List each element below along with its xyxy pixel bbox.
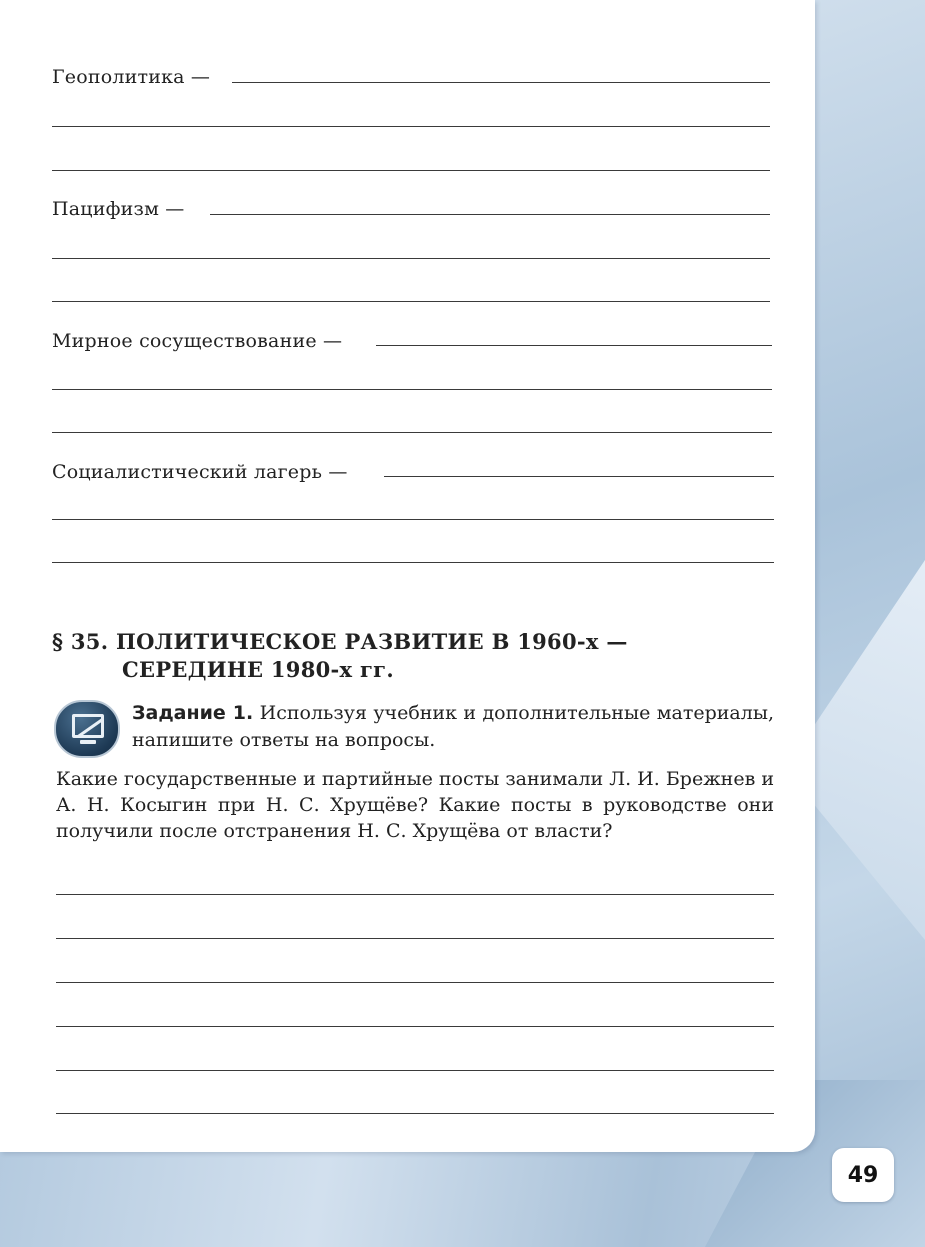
answer-line[interactable] xyxy=(56,1026,774,1027)
answer-line[interactable] xyxy=(52,432,772,433)
term-peaceful-coexistence: Мирное сосуществование — xyxy=(52,330,343,352)
answer-line[interactable] xyxy=(56,1070,774,1071)
section-heading xyxy=(52,628,628,684)
answer-line[interactable] xyxy=(52,258,770,259)
task-number: Задание 1. xyxy=(132,702,254,724)
answer-line[interactable] xyxy=(52,170,770,171)
term-geopolitics: Геополитика — xyxy=(52,66,211,88)
monitor-screen xyxy=(72,714,104,738)
answer-line[interactable] xyxy=(52,562,774,563)
answer-line[interactable] xyxy=(56,894,774,895)
answer-line[interactable] xyxy=(52,126,770,127)
answer-line[interactable] xyxy=(56,938,774,939)
answer-line[interactable] xyxy=(376,345,772,346)
answer-line[interactable] xyxy=(52,301,770,302)
section-heading-line1: § 35. ПОЛИТИЧЕСКОЕ РАЗВИТИЕ В 1960-х — xyxy=(52,629,628,654)
answer-line[interactable] xyxy=(232,82,770,83)
answer-line[interactable] xyxy=(52,519,774,520)
monitor-stand xyxy=(80,740,96,744)
task-text: Используя учебник и дополнительные материалы, напишите ответы на вопросы. xyxy=(132,702,774,751)
page-number: 49 xyxy=(832,1148,894,1202)
term-socialist-camp: Социалистический лагерь — xyxy=(52,461,348,483)
monitor-icon xyxy=(54,700,120,758)
answer-line[interactable] xyxy=(56,982,774,983)
answer-line[interactable] xyxy=(56,1113,774,1114)
task-instruction xyxy=(132,700,774,754)
term-pacifism: Пацифизм — xyxy=(52,198,185,220)
answer-line[interactable] xyxy=(210,214,770,215)
answer-line[interactable] xyxy=(52,389,772,390)
answer-line[interactable] xyxy=(384,476,774,477)
question-text: Какие государственные и партийные посты занимали Л. И. Брежнев и А. Н. Косыгин при Н. С. Хрущёве? Какие посты в руководстве они получили после отстранения Н. С. Хрущёва от власти? xyxy=(56,768,774,842)
section-heading-line2: СЕРЕДИНЕ 1980-х гг. xyxy=(122,657,394,682)
